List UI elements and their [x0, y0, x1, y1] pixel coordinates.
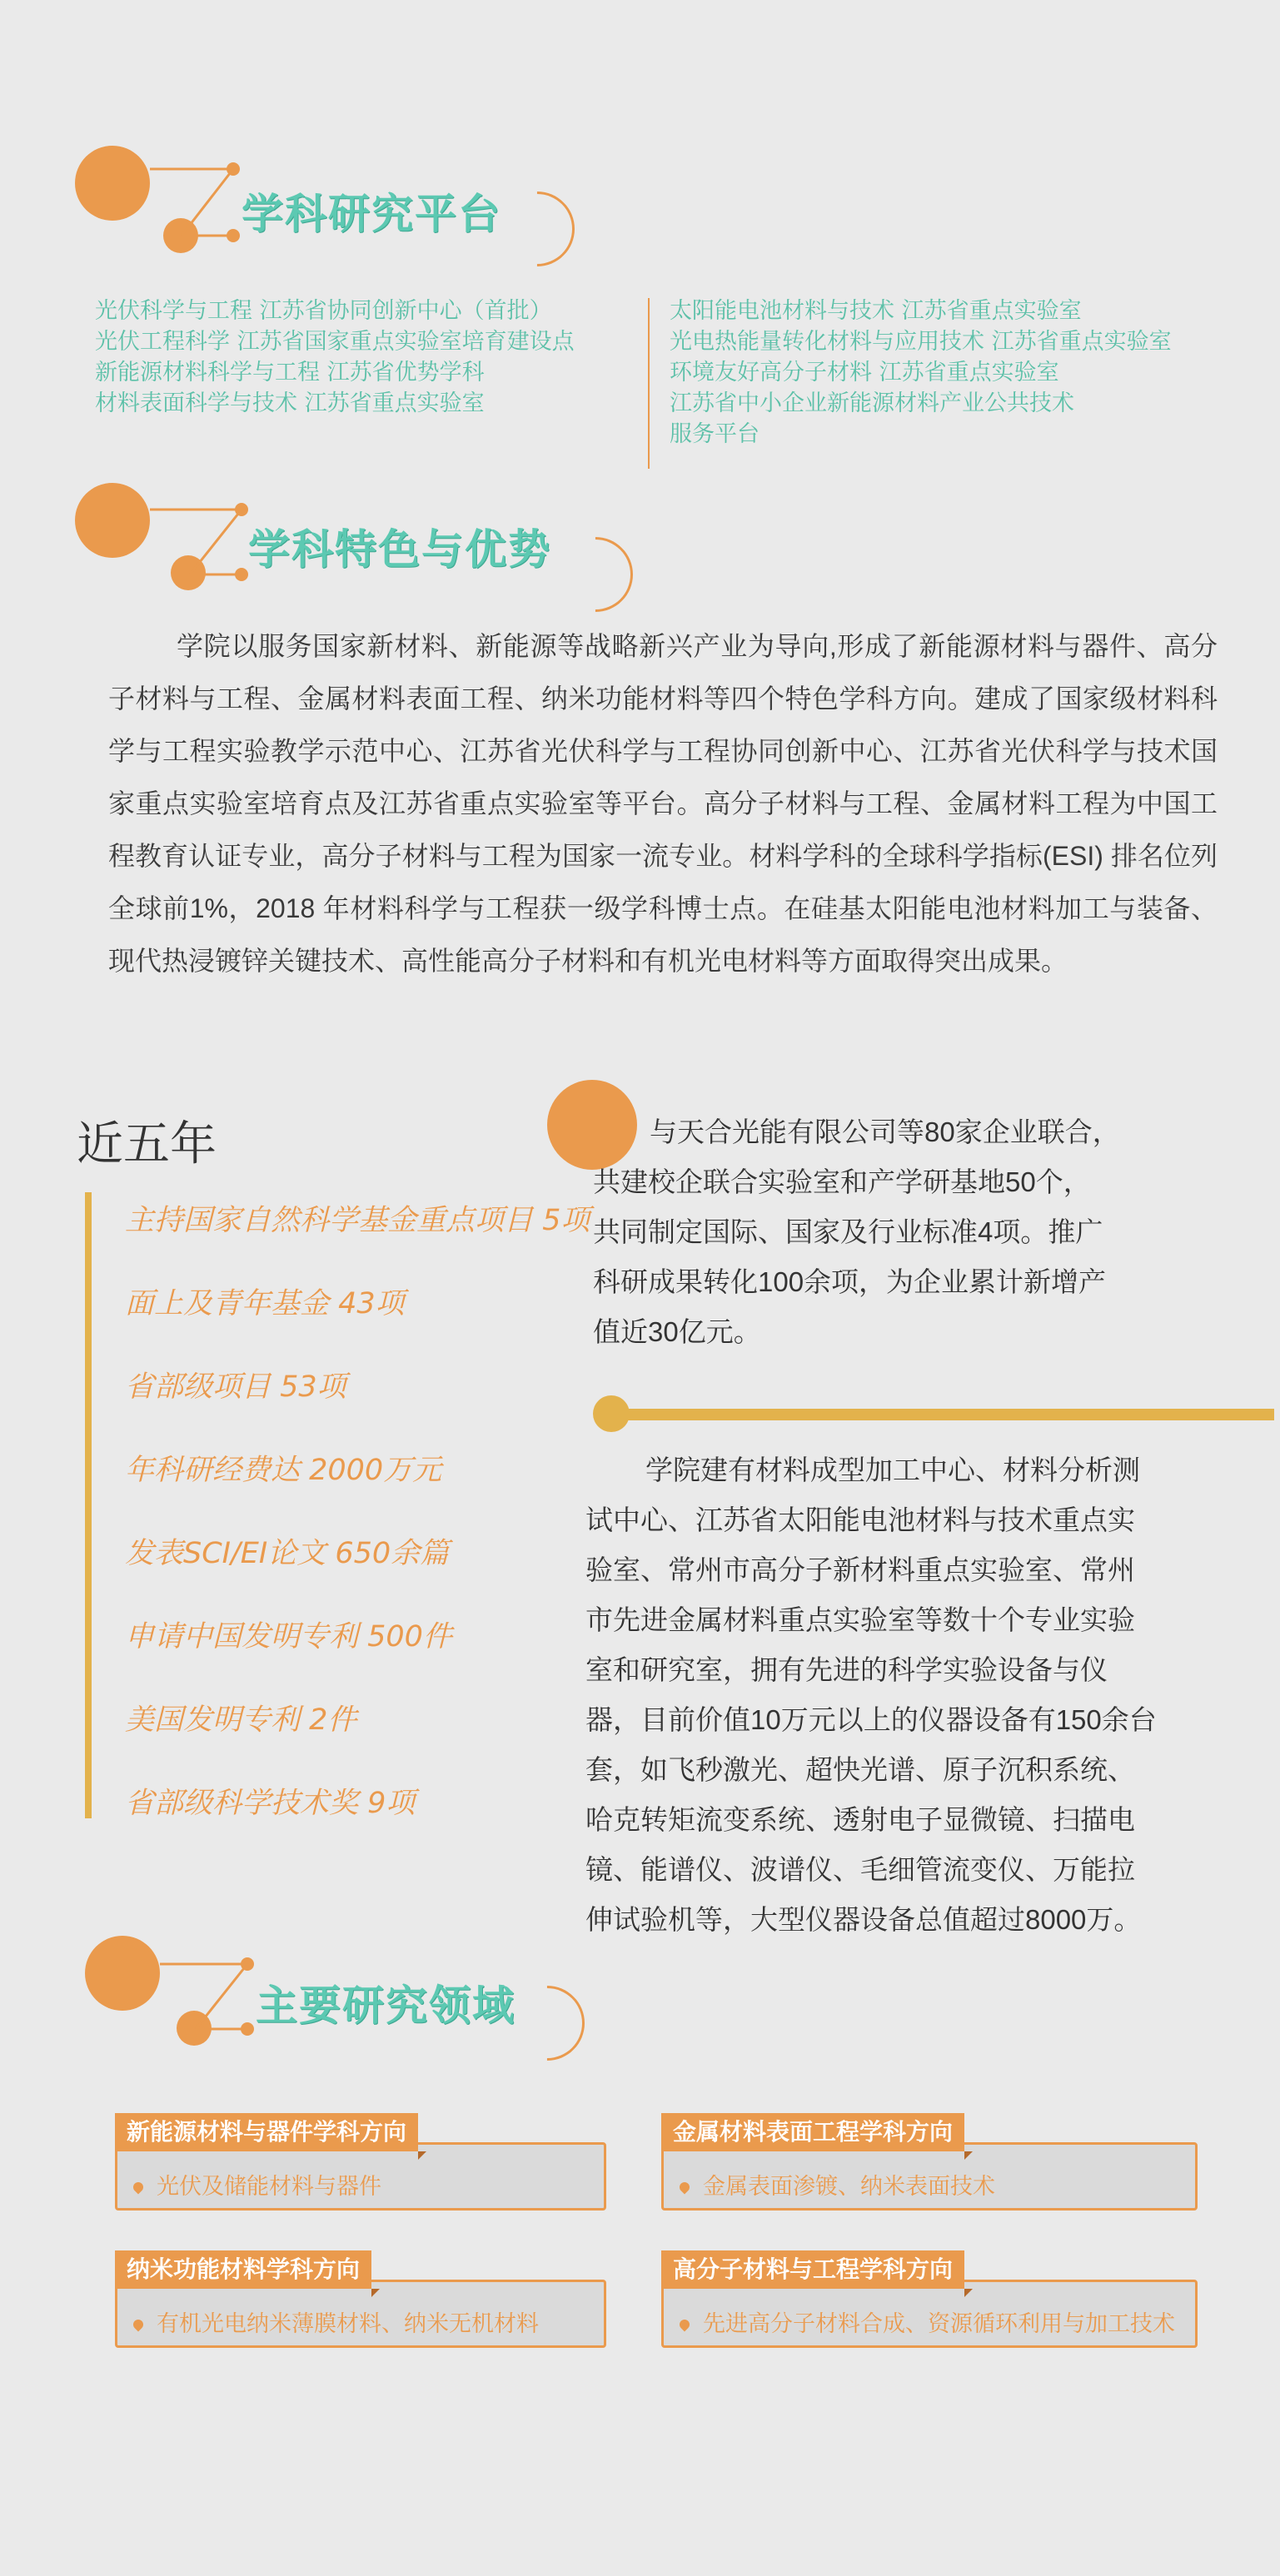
platform-item: 太阳能电池材料与技术 江苏省重点实验室	[670, 298, 1082, 324]
decor-lines	[75, 483, 250, 599]
section-title: 学科特色与优势	[248, 525, 551, 574]
platform-item: 江苏省中小企业新能源材料产业公共技术	[670, 390, 1074, 416]
facility-line: 市先进金属材料重点实验室等数十个专业实验	[585, 1604, 1135, 1635]
platform-item: 材料表面科学与技术 江苏省重点实验室	[95, 390, 485, 416]
location-pin-icon	[132, 2318, 146, 2332]
five-years-title: 近五年	[77, 1117, 217, 1171]
coop-line: 共建校企联合实验室和产学研基地50个，	[593, 1166, 1091, 1197]
area-description: 金属表面渗镀、纳米表面技术	[680, 2168, 995, 2201]
five-years-item: 年科研经费达 2000万元	[125, 1454, 442, 1487]
five-years-item: 省部级项目 53项	[125, 1370, 346, 1404]
area-description: 有机光电纳米薄膜材料、纳米无机材料	[133, 2305, 539, 2338]
area-description: 光伏及储能材料与器件	[133, 2168, 381, 2201]
area-name-tag: 纳米功能材料学科方向	[115, 2250, 371, 2289]
five-years-item: 发表SCI/EI论文 650余篇	[125, 1537, 450, 1570]
coop-line: 共同制定国际、国家及行业标准4项。推广	[593, 1216, 1103, 1247]
five-years-item: 省部级科学技术奖 9项	[125, 1787, 416, 1820]
area-name-tag: 高分子材料与工程学科方向	[661, 2250, 964, 2289]
platform-item: 服务平台	[670, 421, 760, 447]
features-header	[75, 483, 658, 641]
gold-divider	[616, 1409, 1274, 1420]
location-pin-icon	[678, 2318, 692, 2332]
platform-item: 光伏科学与工程 江苏省协同创新中心（首批）	[95, 298, 552, 324]
section-title: 主要研究领域	[256, 1982, 515, 2030]
facility-line: 器，目前价值10万元以上的仪器设备有150余台	[585, 1704, 1157, 1735]
facilities-text	[585, 1445, 1235, 1945]
five-years-item: 主持国家自然科学基金重点项目 5项	[125, 1204, 590, 1237]
decor-lines	[85, 1936, 260, 2052]
facility-line: 验室、常州市高分子新材料重点实验室、常州	[585, 1554, 1135, 1585]
five-years-bar	[85, 1192, 92, 1818]
coop-line: 科研成果转化100余项，为企业累计新增产	[593, 1266, 1107, 1297]
cooperation-text	[593, 1107, 1193, 1357]
facility-line: 室和研究室，拥有先进的科学实验设备与仪	[585, 1654, 1108, 1685]
area-name-tag: 新能源材料与器件学科方向	[115, 2113, 418, 2151]
platform-item: 新能源材料科学与工程 江苏省优势学科	[95, 360, 485, 385]
platform-item: 环境友好高分子材料 江苏省重点实验室	[670, 360, 1059, 385]
facility-line: 哈克转矩流变系统、透射电子显微镜、扫描电	[585, 1804, 1135, 1835]
location-pin-icon	[132, 2181, 146, 2195]
platform-item: 光电热能量转化材料与应用技术 江苏省重点实验室	[670, 329, 1172, 355]
area-description: 先进高分子材料合成、资源循环利用与加工技术	[680, 2305, 1175, 2338]
five-years-item: 申请中国发明专利 500件	[125, 1620, 452, 1654]
coop-line: 值近30亿元。	[593, 1316, 761, 1347]
facility-line: 学院建有材料成型加工中心、材料分析测	[645, 1455, 1140, 1485]
facility-line: 试中心、江苏省太阳能电池材料与技术重点实	[585, 1504, 1135, 1535]
features-paragraph: 学院以服务国家新材料、新能源等战略新兴产业为导向,形成了新能源材料与器件、高分子材料与工程、金属材料表面工程、纳米功能材料等四个特色学科方向。建成了国家级材料科学与工程实验教学示范中心、江苏省光伏科学与工程协同创新中心、江苏省光伏科学与技术国家重点实验室培育点及江苏省重点实验室等平台。高分子材料与工程、金属材料工程为中国工程教育认证专业，高分子材料与工程为国家一流专业。材料学科的全球科学指标(ESI) 排名位列全球前1%，2018 年材料科学与工程获一级学科博士点。在硅基太阳能电池材料加工与装备、现代热浸镀锌关键技术、高性能高分子材料和有机光电材料等方面取得突出成果。	[108, 631, 1218, 976]
decor-lines	[75, 146, 242, 262]
section-title: 学科研究平台	[242, 190, 501, 238]
platform-divider	[648, 298, 650, 469]
areas-header	[85, 1936, 668, 2094]
coop-line: 与天合光能有限公司等80家企业联合，	[650, 1116, 1120, 1147]
platform-item: 光伏工程科学 江苏省国家重点实验室培育建设点	[95, 329, 575, 355]
location-pin-icon	[678, 2181, 692, 2195]
five-years-item: 美国发明专利 2件	[125, 1703, 357, 1737]
platform-list-left	[95, 296, 575, 419]
area-name-tag: 金属材料表面工程学科方向	[661, 2113, 964, 2151]
platform-header	[75, 146, 658, 304]
five-years-item: 面上及青年基金 43项	[125, 1287, 405, 1320]
facility-line: 套，如飞秒激光、超快光谱、原子沉积系统、	[585, 1754, 1135, 1785]
facility-line: 伸试验机等，大型仪器设备总值超过8000万。	[585, 1904, 1142, 1935]
decor-arc	[542, 521, 648, 627]
facility-line: 镜、能谱仪、波谱仪、毛细管流变仪、万能拉	[585, 1854, 1135, 1885]
platform-list-right	[670, 296, 1172, 450]
